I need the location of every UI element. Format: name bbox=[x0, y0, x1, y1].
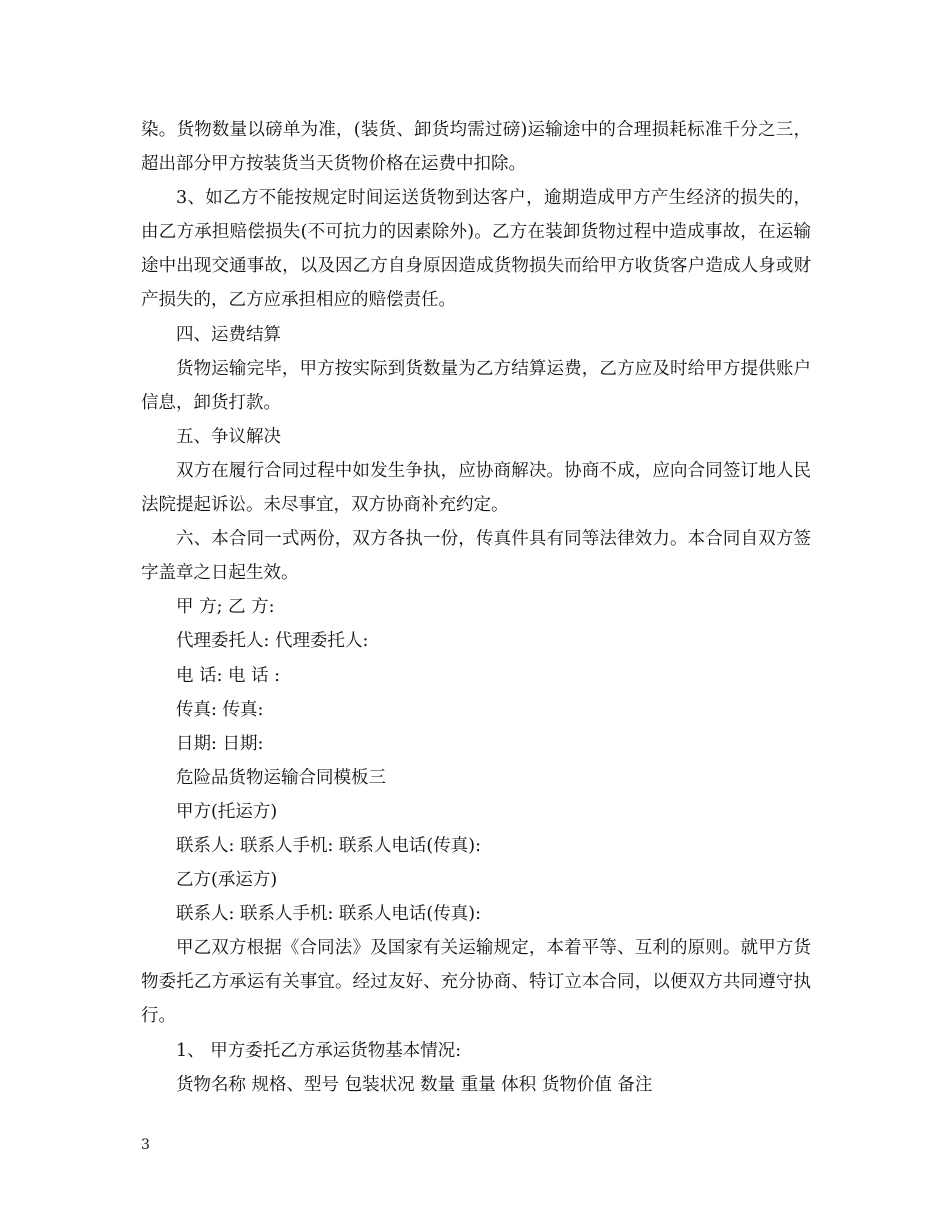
signature-line: 甲 方; 乙 方: bbox=[176, 597, 275, 618]
document-body bbox=[141, 113, 811, 1102]
party-line: 乙方(承运方) bbox=[176, 870, 278, 891]
party-line: 甲方(托运方) bbox=[176, 801, 278, 822]
signature-line: 传真: 传真: bbox=[176, 699, 264, 720]
section-heading: 四、运费结算 bbox=[176, 324, 281, 345]
contact-line: 联系人: 联系人手机: 联系人电话(传真): bbox=[176, 835, 481, 856]
paragraph: 货物运输完毕，甲方按实际到货数量为乙方结算运费，乙方应及时给甲方提供账户信息，卸货打款。 bbox=[141, 358, 811, 413]
section-heading: 五、争议解决 bbox=[176, 426, 281, 447]
template-title: 危险品货物运输合同模板三 bbox=[176, 767, 386, 788]
clause-heading: 1、 甲方委托乙方承运货物基本情况: bbox=[176, 1040, 462, 1061]
signature-line: 日期: 日期: bbox=[176, 733, 264, 754]
paragraph: 甲乙双方根据《合同法》及国家有关运输规定，本着平等、互利的原则。就甲方货物委托乙方承运有关事宜。经过友好、充分协商、特订立本合同，以便双方共同遵守执行。 bbox=[141, 938, 811, 1027]
signature-line: 代理委托人: 代理委托人: bbox=[176, 631, 369, 652]
paragraph: 双方在履行合同过程中如发生争执，应协商解决。协商不成，应向合同签订地人民法院提起诉讼。未尽事宜，双方协商补充约定。 bbox=[141, 460, 811, 516]
signature-line: 电 话: 电 话 : bbox=[176, 665, 281, 686]
paragraph: 3、如乙方不能按规定时间运送货物到达客户，逾期造成甲方产生经济的损失的，由乙方承担赔偿损失(不可抗力的因素除外)。乙方在装卸货物过程中造成事故，在运输途中出现交通事故，以及因乙方自身原因造成货物损失而给甲方收货客户造成人身或财产损失的，乙方应承担相应的赔偿责任。 bbox=[141, 188, 811, 311]
contact-line: 联系人: 联系人手机: 联系人电话(传真): bbox=[176, 904, 481, 925]
paragraph: 六、本合同一式两份，双方各执一份，传真件具有同等法律效力。本合同自双方签字盖章之日起生效。 bbox=[141, 529, 811, 584]
paragraph: 染。货物数量以磅单为准，(装货、卸货均需过磅)运输途中的合理损耗标准千分之三，超出部分甲方按装货当天货物价格在运费中扣除。 bbox=[141, 120, 811, 175]
table-header-line: 货物名称 规格、型号 包装状况 数量 重量 体积 货物价值 备注 bbox=[176, 1074, 653, 1095]
page-number: 3 bbox=[141, 1137, 150, 1153]
